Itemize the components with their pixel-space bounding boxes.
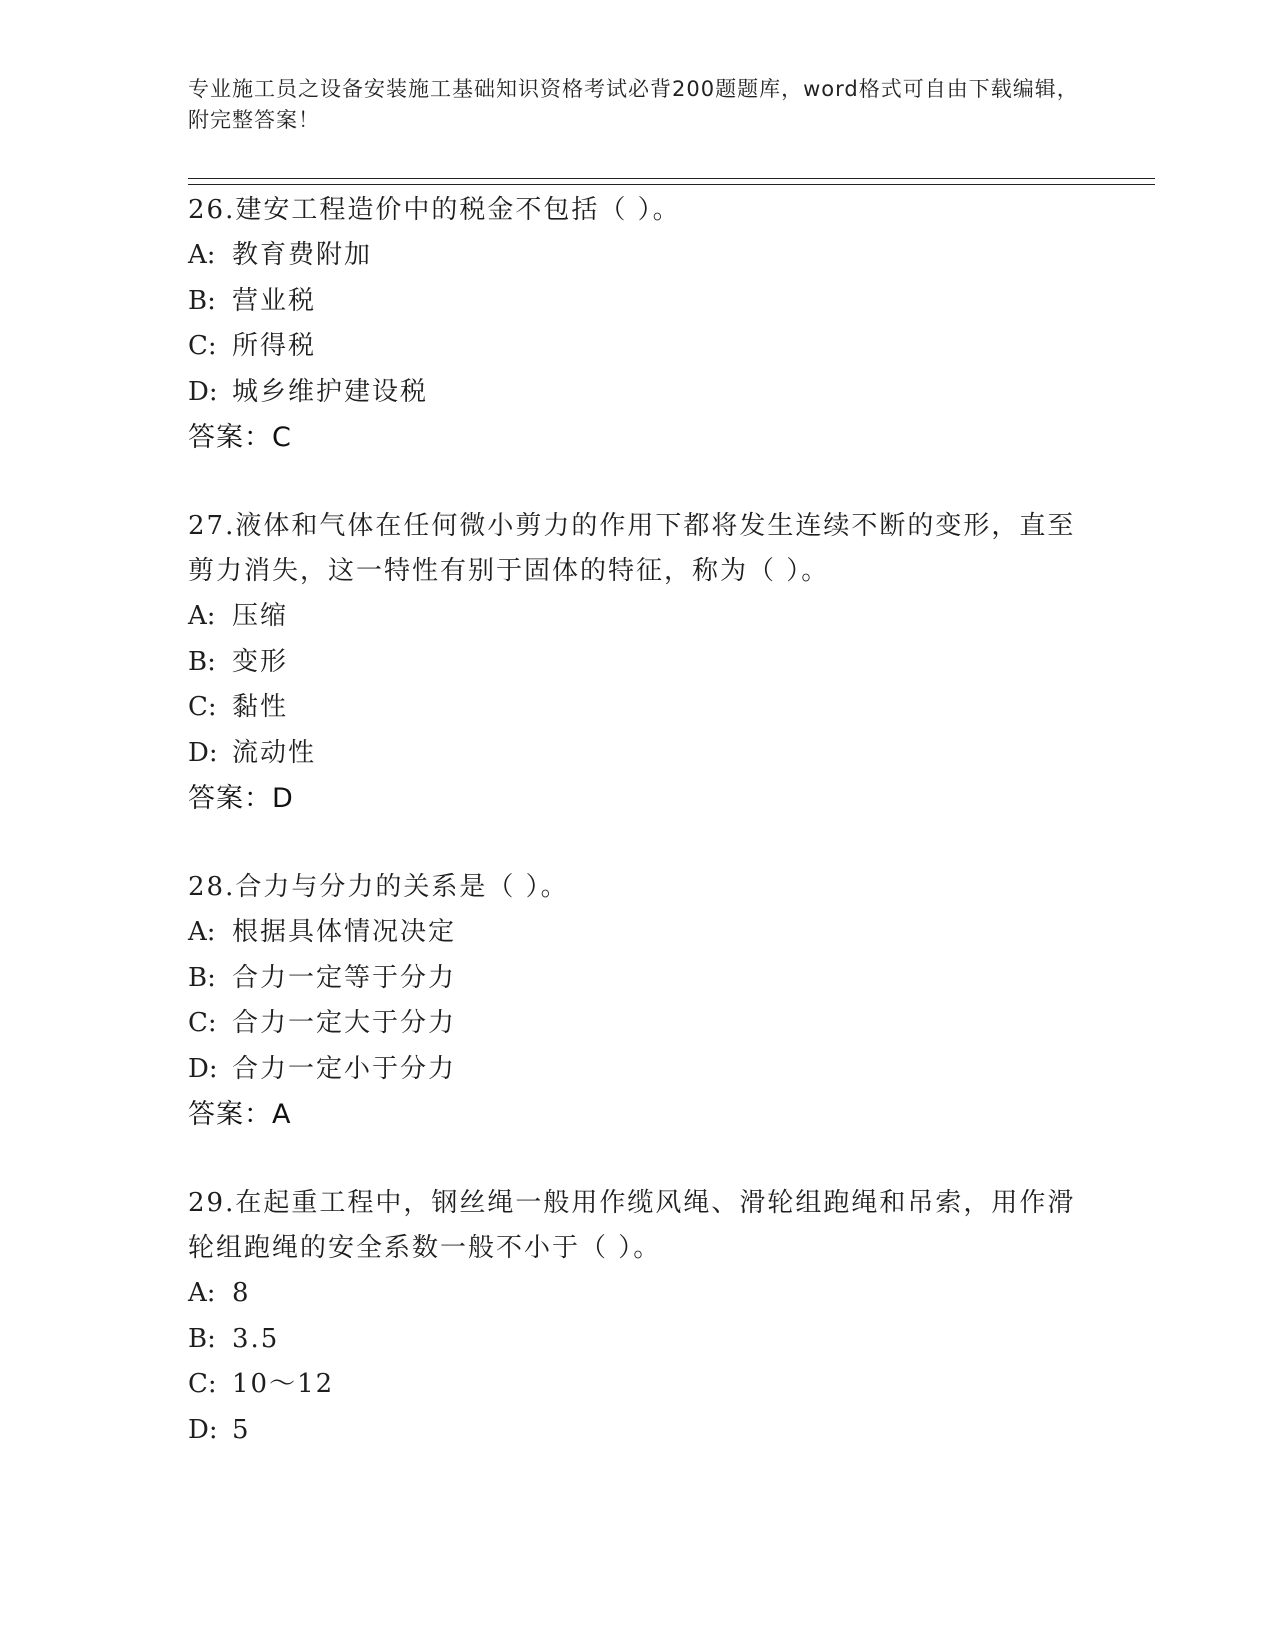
option-d: [188, 731, 1088, 777]
question-27: [188, 504, 1088, 822]
option-text: 合力一定小于分力: [232, 1053, 457, 1084]
option-letter: A:: [188, 1278, 216, 1308]
question-28: [188, 865, 1088, 1138]
option-letter: D:: [188, 376, 218, 407]
option-letter: D:: [188, 1053, 218, 1084]
option-d: [188, 370, 1088, 416]
option-b: [188, 956, 1088, 1002]
option-letter: C:: [188, 1369, 217, 1399]
question-stem: 28.合力与分力的关系是（ ）。: [188, 872, 569, 902]
option-letter: B:: [188, 1323, 216, 1354]
option-c: [188, 1362, 1088, 1408]
option-c: [188, 324, 1088, 370]
option-letter: A:: [188, 601, 216, 631]
option-text: 黏性: [232, 692, 289, 722]
option-letter: C:: [188, 1008, 217, 1038]
option-text: 营业税: [232, 285, 317, 316]
option-letter: D:: [188, 1414, 218, 1445]
option-letter: D:: [188, 737, 218, 768]
header-divider: [188, 178, 1155, 185]
option-letter: B:: [188, 646, 216, 677]
document-header: 专业施工员之设备安装施工基础知识资格考试必背200题题库，word格式可自由下载编辑，附完整答案！: [188, 77, 1079, 132]
option-b: [188, 279, 1088, 325]
answer: 答案：A: [188, 1099, 292, 1130]
question-26: [188, 188, 1088, 461]
option-b: [188, 640, 1088, 686]
question-29: [188, 1181, 1088, 1453]
option-text: 10～12: [232, 1369, 335, 1399]
option-text: 8: [232, 1278, 251, 1308]
option-c: [188, 1001, 1088, 1047]
option-text: 3.5: [232, 1323, 280, 1354]
option-text: 教育费附加: [232, 240, 373, 270]
option-text: 合力一定大于分力: [232, 1008, 457, 1038]
option-a: [188, 1271, 1088, 1317]
option-letter: A:: [188, 240, 216, 270]
option-text: 合力一定等于分力: [232, 962, 457, 993]
option-c: [188, 685, 1088, 731]
question-list: [188, 188, 1088, 1496]
option-d: [188, 1047, 1088, 1093]
option-text: 变形: [232, 646, 289, 677]
option-text: 所得税: [232, 331, 317, 361]
option-letter: A:: [188, 917, 216, 947]
option-letter: C:: [188, 692, 217, 722]
option-text: 压缩: [232, 601, 289, 631]
option-text: 根据具体情况决定: [232, 917, 457, 947]
question-stem: 29.在起重工程中，钢丝绳一般用作缆风绳、滑轮组跑绳和吊索，用作滑轮组跑绳的安全系数一般不小于（ ）。: [188, 1188, 1076, 1263]
option-text: 流动性: [232, 737, 317, 768]
option-d: [188, 1408, 1088, 1454]
answer: 答案：D: [188, 783, 294, 814]
option-a: [188, 594, 1088, 640]
option-letter: B:: [188, 285, 216, 316]
option-text: 5: [232, 1414, 251, 1445]
question-stem: 26.建安工程造价中的税金不包括（ ）。: [188, 195, 681, 225]
question-stem: 27.液体和气体在任何微小剪力的作用下都将发生连续不断的变形，直至剪力消失，这一特性有别于固体的特征，称为（ ）。: [188, 511, 1076, 586]
option-b: [188, 1317, 1088, 1363]
option-letter: B:: [188, 962, 216, 993]
option-text: 城乡维护建设税: [232, 376, 429, 407]
option-a: [188, 233, 1088, 279]
option-a: [188, 910, 1088, 956]
answer: 答案：C: [188, 422, 292, 453]
option-letter: C:: [188, 331, 217, 361]
